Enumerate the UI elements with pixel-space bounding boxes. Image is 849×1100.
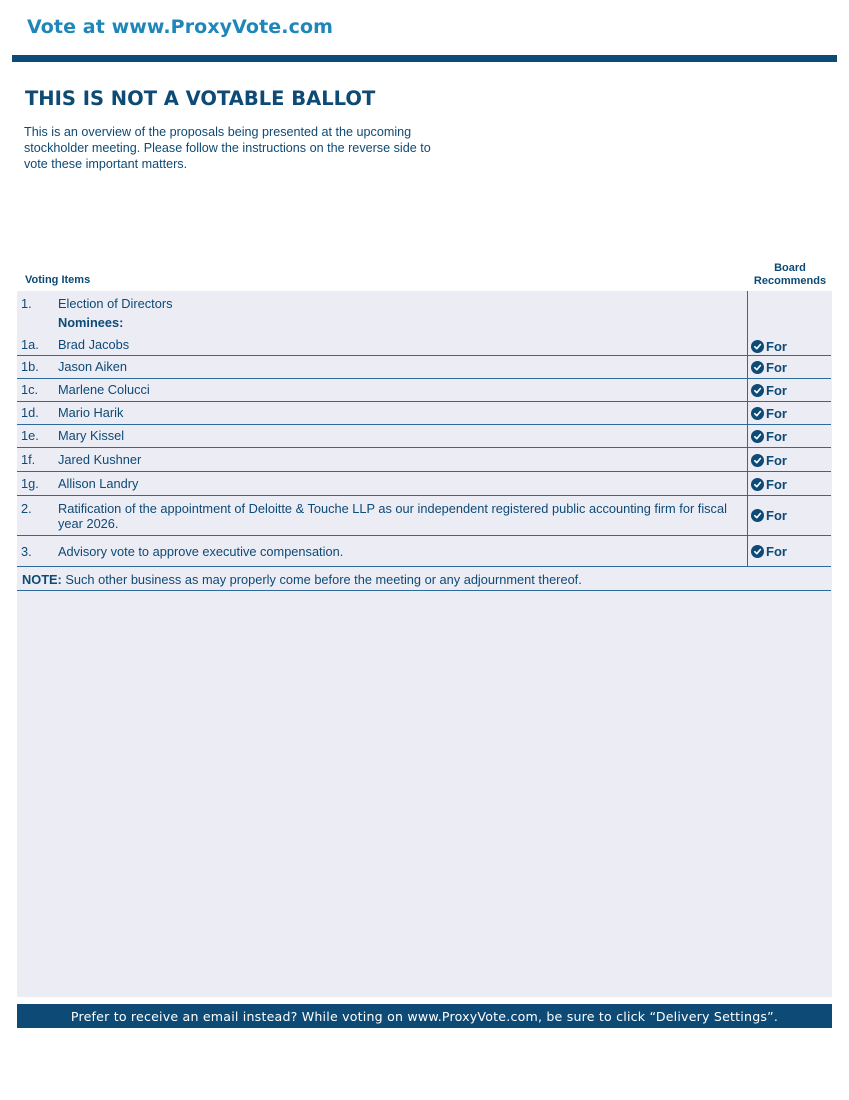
recommendation-label: For (766, 508, 787, 523)
item-text: Advisory vote to approve executive compensation. (58, 544, 344, 559)
intro-text: This is an overview of the proposals being presented at the upcoming stockholder meeting. Please follow the instructions on the reverse side to vote these important matters. (24, 125, 431, 171)
recommendation-label: For (766, 477, 787, 492)
item-number: 1g. (21, 476, 39, 491)
table-row (17, 379, 831, 402)
item-number: 1b. (21, 359, 39, 374)
email-delivery-banner: Prefer to receive an email instead? While voting on www.ProxyVote.com, be sure to click “Delivery Settings”. (17, 1004, 832, 1028)
proposal-1-row (17, 291, 831, 335)
note-text: Such other business as may properly come before the meeting or any adjournment thereof. (61, 572, 582, 587)
check-circle-icon (751, 454, 764, 467)
item-number: 2. (21, 501, 32, 516)
recommendation-label: For (766, 339, 787, 354)
check-circle-icon (751, 545, 764, 558)
proxyvote-link[interactable]: Vote at www.ProxyVote.com (27, 16, 333, 38)
item-number: 3. (21, 544, 32, 559)
recommendation (751, 477, 831, 492)
item-number: 1d. (21, 405, 39, 420)
check-circle-icon (751, 340, 764, 353)
check-circle-icon (751, 509, 764, 522)
check-circle-icon (751, 407, 764, 420)
item-number: 1e. (21, 428, 39, 443)
proposal-3-row (17, 536, 831, 567)
board-header-line2: Recommends (753, 275, 827, 287)
table-row (17, 448, 831, 472)
recommendation-label: For (766, 453, 787, 468)
recommendation (751, 544, 831, 559)
check-circle-icon (751, 361, 764, 374)
recommendation-label: For (766, 544, 787, 559)
board-recommends-header (748, 262, 832, 288)
nominee-name: Allison Landry (58, 476, 139, 491)
check-circle-icon (751, 384, 764, 397)
proposal-2-row (17, 496, 831, 536)
nominee-name: Brad Jacobs (58, 337, 130, 352)
item-number: 1f. (21, 452, 36, 467)
item-number: 1a. (21, 337, 39, 352)
board-header-line1: Board (774, 262, 806, 274)
item-text: Election of Directors (58, 296, 173, 311)
recommendation (751, 339, 831, 354)
recommendation-label: For (766, 383, 787, 398)
recommendation-label: For (766, 360, 787, 375)
nominee-name: Mary Kissel (58, 428, 125, 443)
nominee-name: Marlene Colucci (58, 382, 150, 397)
table-row (17, 335, 831, 356)
recommendation (751, 406, 831, 421)
table-row (17, 356, 831, 379)
table-row (17, 402, 831, 425)
item-number: 1. (21, 296, 32, 311)
recommendation (751, 508, 831, 523)
recommendation (751, 453, 831, 468)
table-row (17, 472, 831, 496)
recommendation-label: For (766, 406, 787, 421)
nominee-name: Jason Aiken (58, 359, 128, 374)
check-circle-icon (751, 478, 764, 491)
nominee-name: Jared Kushner (58, 452, 142, 467)
page-title: THIS IS NOT A VOTABLE BALLOT (25, 87, 376, 110)
note (22, 572, 582, 587)
nominees-label: Nominees: (58, 315, 124, 330)
item-text: Ratification of the appointment of Deloitte & Touche LLP as our independent registered public accounting firm for fiscal year 2026. (58, 501, 727, 531)
item-number: 1c. (21, 382, 39, 397)
table-row (17, 425, 831, 448)
check-circle-icon (751, 430, 764, 443)
recommendation (751, 429, 831, 444)
recommendation (751, 360, 831, 375)
note-label: NOTE: (22, 572, 62, 587)
recommendation (751, 383, 831, 398)
nominee-name: Mario Harik (58, 405, 124, 420)
recommendation-label: For (766, 429, 787, 444)
voting-items-header: Voting Items (25, 274, 91, 286)
header-rule (12, 55, 837, 62)
